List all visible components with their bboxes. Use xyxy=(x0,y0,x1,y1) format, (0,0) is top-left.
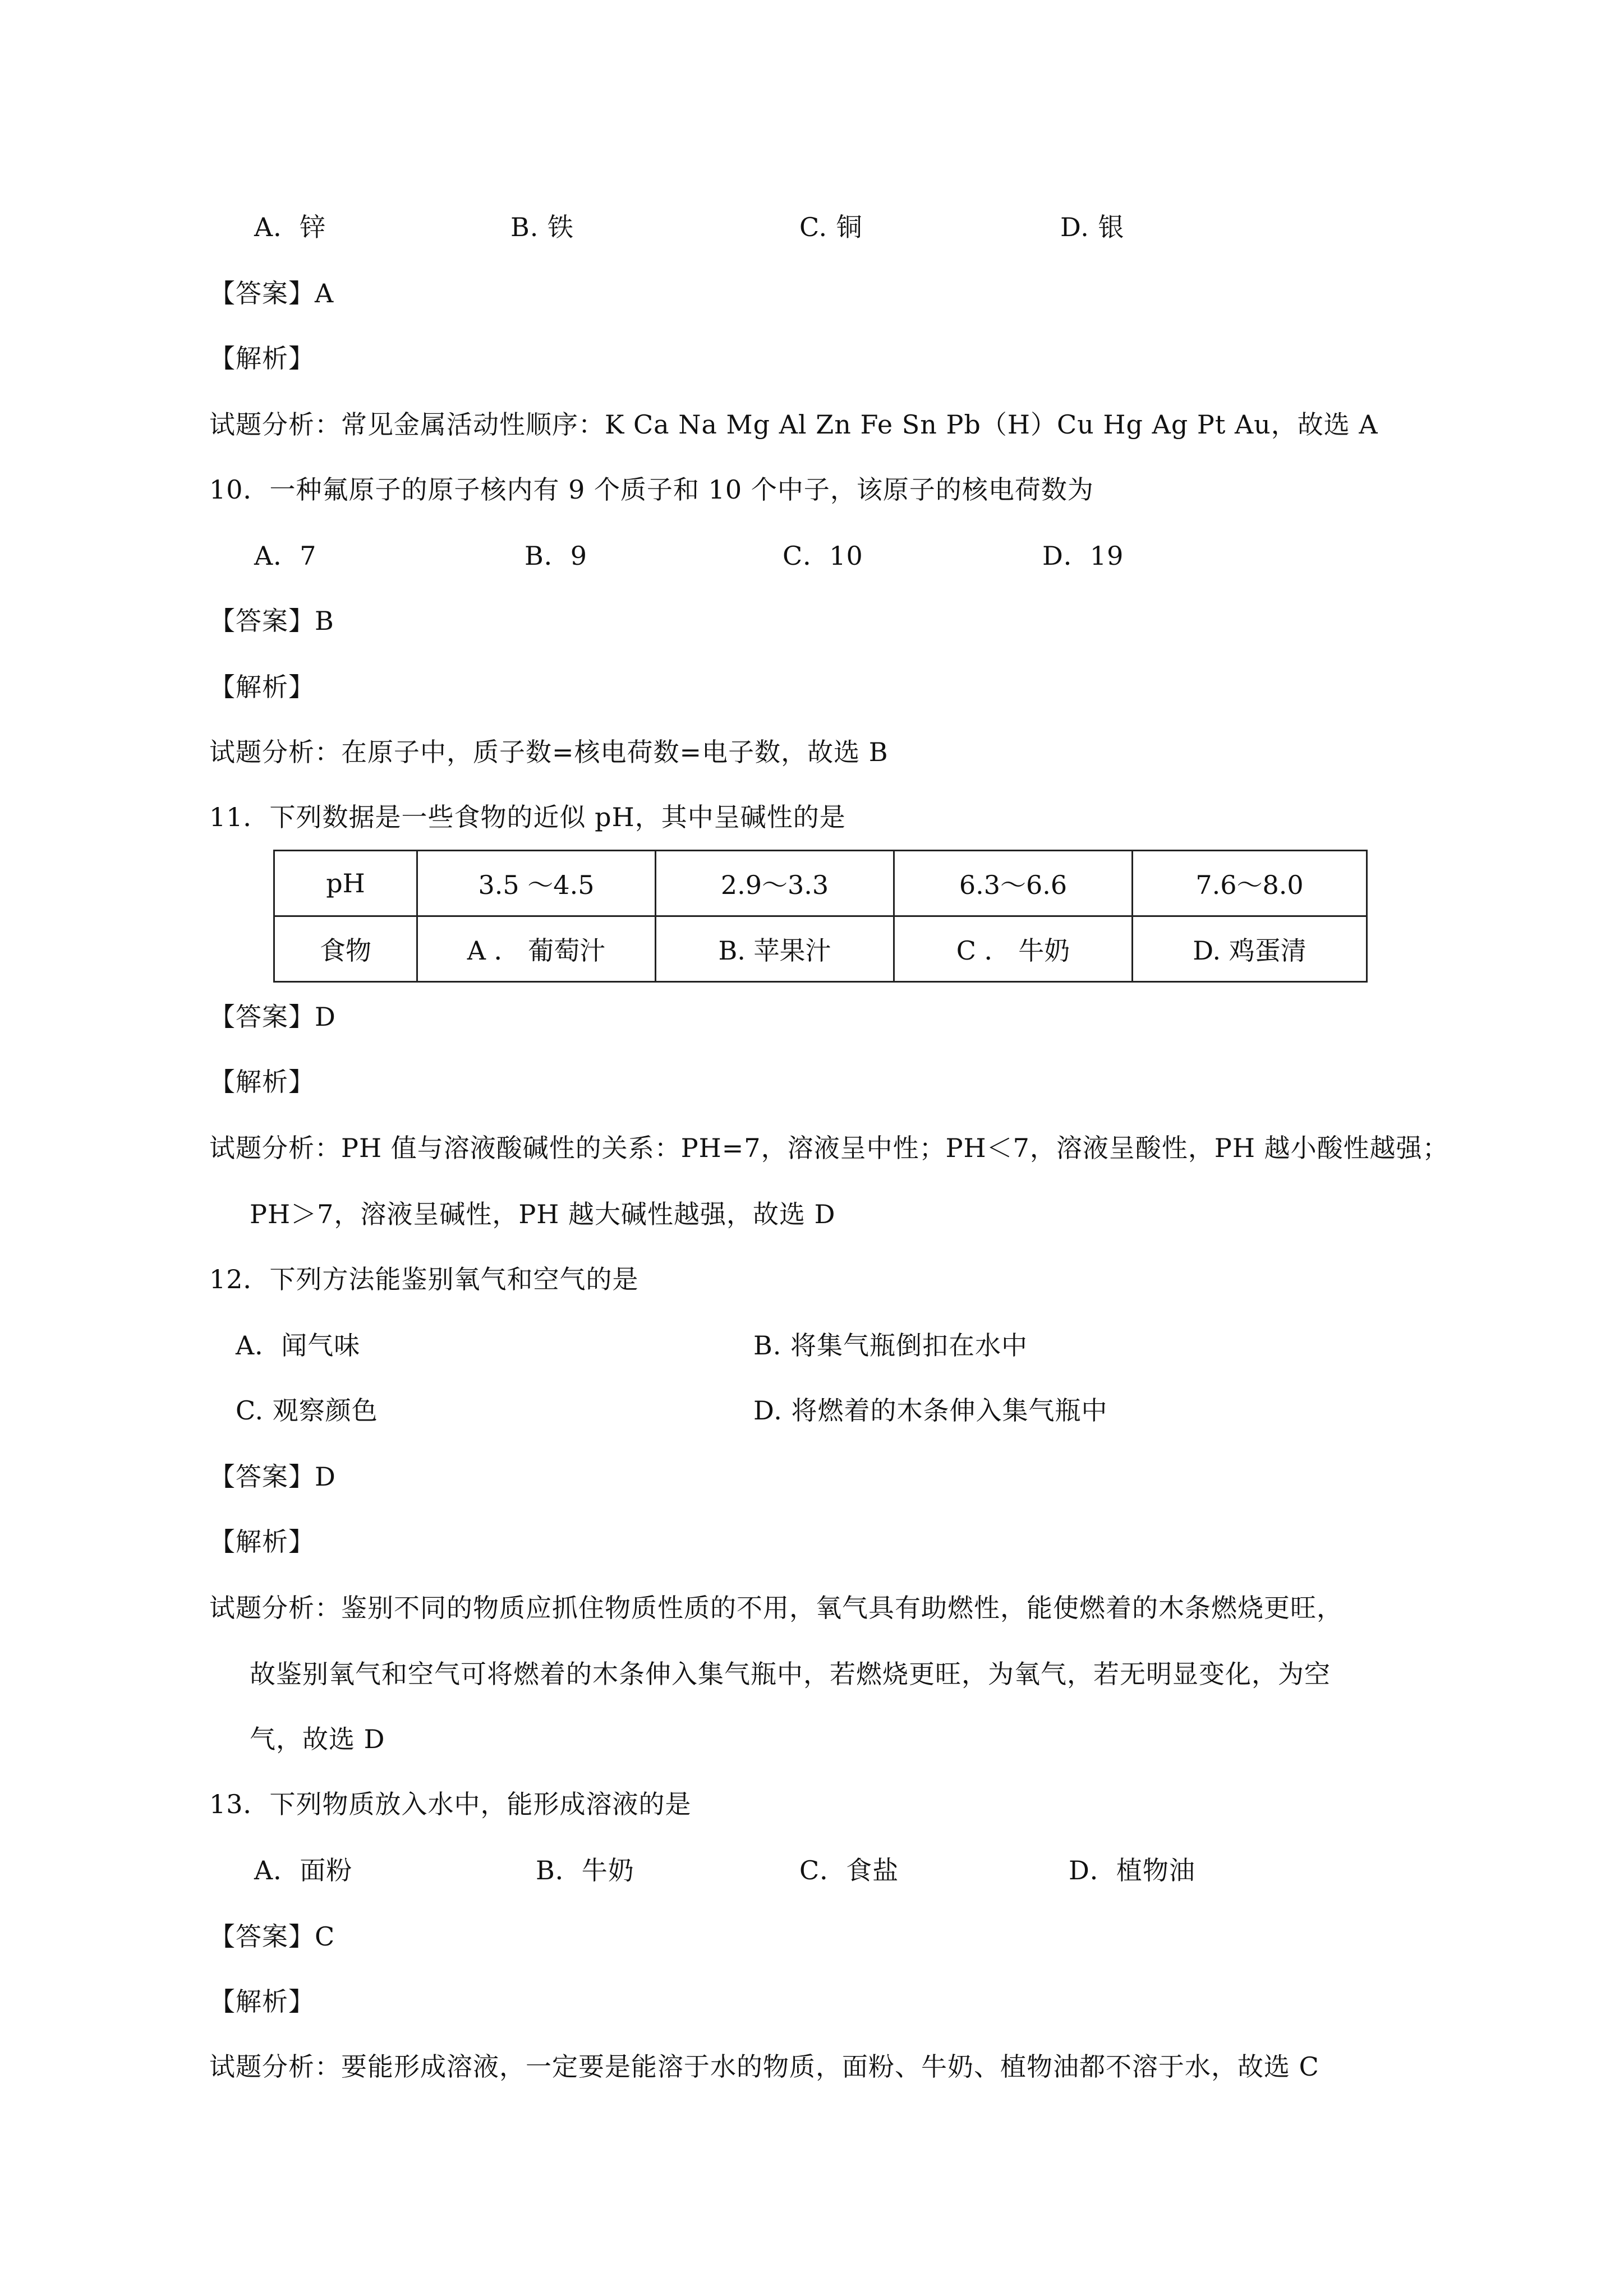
q9-option-c: C. 铜 xyxy=(799,212,863,242)
q12-option-d: D. 将燃着的木条伸入集气瓶中 xyxy=(753,1395,1108,1426)
q10-question: 10．一种氟原子的原子核内有 9 个质子和 10 个中子，该原子的核电荷数为 xyxy=(209,474,1094,505)
q13-option-a: A．面粉 xyxy=(254,1855,353,1885)
q9-option-d: D. 银 xyxy=(1060,212,1125,242)
q12-analysis-line1: 试题分析：鉴别不同的物质应抓住物质性质的不用，氧气具有助燃性，能使燃着的木条燃烧更旺， xyxy=(209,1593,1343,1623)
q11-answer: 【答案】D xyxy=(209,1002,336,1032)
ph-cell: 6.3～6.6 xyxy=(894,851,1133,916)
q12-option-b: B. 将集气瓶倒扣在水中 xyxy=(753,1330,1028,1361)
food-row xyxy=(274,916,1367,982)
q13-option-c: C．食盐 xyxy=(799,1855,899,1885)
q12-analysis-label: 【解析】 xyxy=(209,1527,315,1557)
q13-answer: 【答案】C xyxy=(209,1921,335,1952)
q9-option-b: B. 铁 xyxy=(510,212,574,242)
ph-header-cell: pH xyxy=(274,851,417,916)
q10-analysis: 试题分析：在原子中，质子数=核电荷数=电子数，故选 B xyxy=(209,737,889,767)
q13-question: 13．下列物质放入水中，能形成溶液的是 xyxy=(209,1789,692,1819)
q12-answer: 【答案】D xyxy=(209,1461,336,1492)
q11-analysis-line2: PH＞7，溶液呈碱性，PH 越大碱性越强，故选 D xyxy=(250,1199,836,1229)
food-header-cell: 食物 xyxy=(274,916,417,982)
q10-option-d: D．19 xyxy=(1042,541,1124,571)
q10-analysis-label: 【解析】 xyxy=(209,672,315,702)
ph-cell: 3.5 ～4.5 xyxy=(417,851,656,916)
q10-option-a: A．7 xyxy=(254,541,317,571)
q10-answer: 【答案】B xyxy=(209,606,334,636)
q13-option-b: B．牛奶 xyxy=(536,1855,634,1885)
q10-option-c: C．10 xyxy=(783,541,863,571)
q12-question: 12．下列方法能鉴别氧气和空气的是 xyxy=(209,1264,639,1294)
food-cell: B. 苹果汁 xyxy=(656,916,894,982)
q11-analysis-line1: 试题分析：PH 值与溶液酸碱性的关系：PH=7，溶液呈中性；PH＜7，溶液呈酸性，PH 越小酸性越强； xyxy=(209,1133,1449,1163)
q9-analysis-label: 【解析】 xyxy=(209,343,315,374)
ph-row xyxy=(274,851,1367,916)
q13-analysis: 试题分析：要能形成溶液，一定要是能溶于水的物质，面粉、牛奶、植物油都不溶于水，故选 C xyxy=(209,2051,1319,2082)
q10-option-b: B．9 xyxy=(525,541,588,571)
q12-analysis-line3: 气，故选 D xyxy=(250,1724,385,1754)
q9-analysis: 试题分析：常见金属活动性顺序：K Ca Na Mg Al Zn Fe Sn Pb（H）Cu Hg Ag Pt Au，故选 A xyxy=(209,409,1378,440)
q13-analysis-label: 【解析】 xyxy=(209,1986,315,2017)
food-cell: D. 鸡蛋清 xyxy=(1133,916,1367,982)
q12-option-c: C. 观察颜色 xyxy=(236,1395,378,1426)
q12-analysis-line2: 故鉴别氧气和空气可将燃着的木条伸入集气瓶中，若燃烧更旺，为氧气，若无明显变化，为空 xyxy=(250,1659,1331,1689)
food-cell: A ． 葡萄汁 xyxy=(417,916,656,982)
q11-question: 11．下列数据是一些食物的近似 pH，其中呈碱性的是 xyxy=(209,802,846,832)
ph-table xyxy=(273,850,1368,983)
q12-option-a: A．闻气味 xyxy=(236,1330,361,1361)
q9-answer: 【答案】A xyxy=(209,278,334,308)
q13-option-d: D．植物油 xyxy=(1069,1855,1195,1885)
ph-cell: 2.9～3.3 xyxy=(656,851,894,916)
food-cell: C ． 牛奶 xyxy=(894,916,1133,982)
q11-analysis-label: 【解析】 xyxy=(209,1067,315,1097)
ph-cell: 7.6～8.0 xyxy=(1133,851,1367,916)
q9-option-a: A．锌 xyxy=(254,212,326,242)
